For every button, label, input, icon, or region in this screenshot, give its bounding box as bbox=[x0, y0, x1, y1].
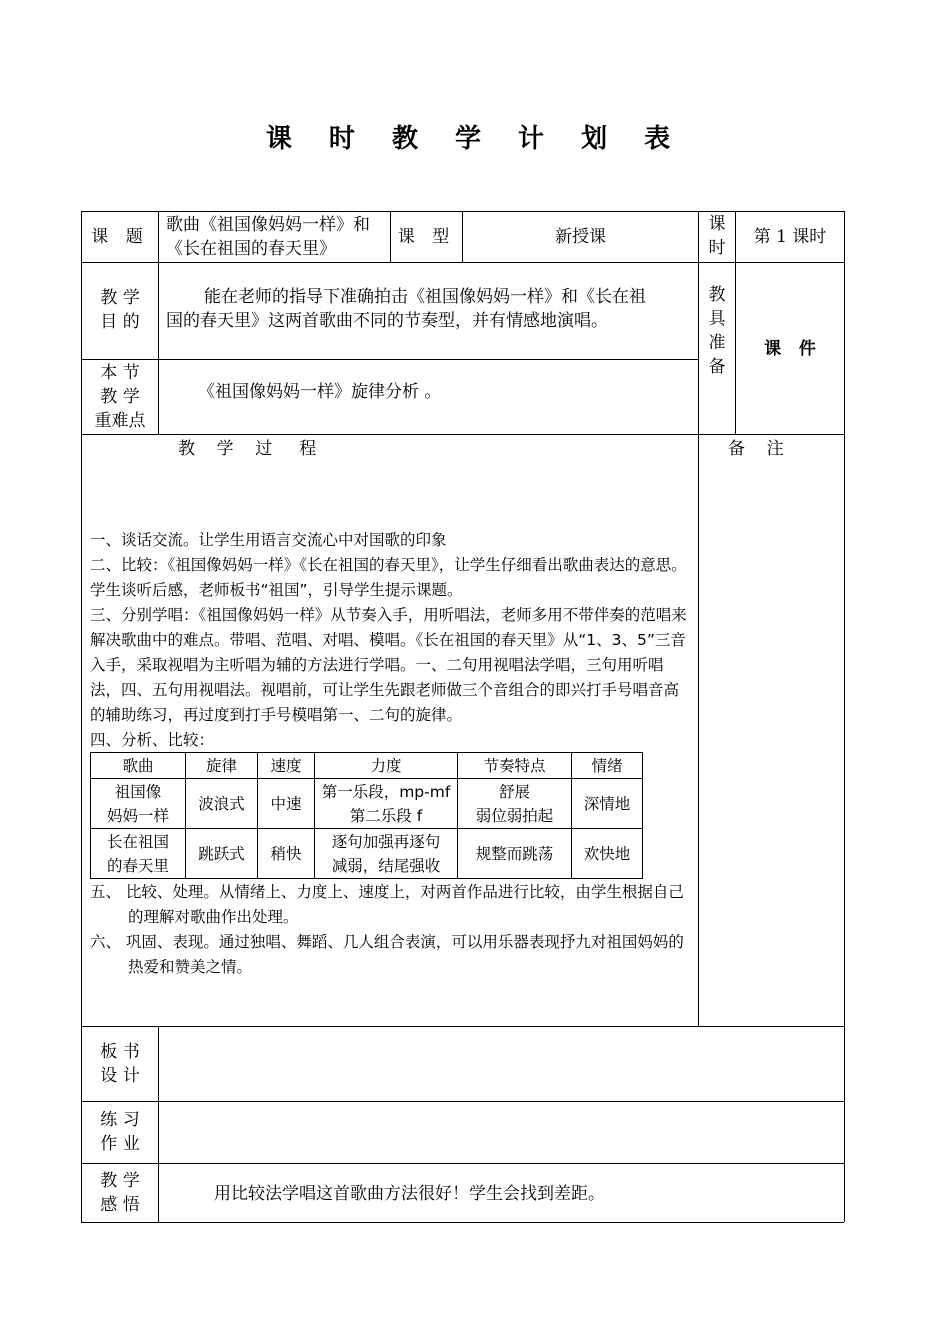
col-header-speed: 速度 bbox=[258, 753, 315, 779]
melody-cell: 跳跃式 bbox=[186, 829, 258, 879]
board-label: 板 书 设 计 bbox=[100, 1042, 140, 1086]
goal-label: 教 学 目 的 bbox=[100, 288, 140, 332]
process-step-1: 一、谈话交流。让学生用语言交流心中对国歌的印象 bbox=[90, 531, 447, 549]
type-value: 新授课 bbox=[555, 227, 606, 247]
comparison-table bbox=[90, 752, 643, 879]
type-label: 课 型 bbox=[397, 227, 456, 247]
key-points-text: 《祖国像妈妈一样》旋律分析 。 bbox=[198, 382, 442, 402]
col-header-rhythm: 节奏特点 bbox=[458, 753, 572, 779]
table-border-bottom bbox=[81, 1222, 844, 1223]
page-title: 课 时 教 学 计 划 表 bbox=[265, 124, 685, 154]
mood-cell: 深情地 bbox=[572, 779, 643, 829]
key-points-label: 本 节 教 学 重难点 bbox=[94, 363, 146, 431]
row-divider bbox=[81, 359, 698, 360]
rhythm-cell: 舒展 弱位弱拍起 bbox=[458, 779, 572, 829]
tools-label: 教 具 准 备 bbox=[708, 285, 726, 377]
col-header-melody: 旋律 bbox=[186, 753, 258, 779]
rhythm-cell: 规整而跳荡 bbox=[458, 829, 572, 879]
dynamics-cell: 第一乐段，mp-mf 第二乐段 f bbox=[315, 779, 458, 829]
speed-cell: 中速 bbox=[258, 779, 315, 829]
subject-value: 歌曲《祖国像妈妈一样》和 《长在祖国的春天里》 bbox=[166, 215, 370, 259]
mood-cell: 欢快地 bbox=[572, 829, 643, 879]
dynamics-cell: 逐句加强再逐句 减弱，结尾强收 bbox=[315, 829, 458, 879]
hours-label: 课 时 bbox=[708, 214, 726, 258]
process-body-continued bbox=[90, 880, 692, 980]
row-divider bbox=[81, 262, 844, 263]
song-cell: 长在祖国 的春天里 bbox=[91, 829, 186, 879]
reflection-text: 用比较法学唱这首歌曲方法很好！学生会找到差距。 bbox=[214, 1184, 605, 1204]
subject-label: 课 题 bbox=[91, 227, 149, 247]
process-step-3: 三、分别学唱：《祖国像妈妈一样》从节奏入手，用听唱法，老师多用不带伴奏的范唱来解决歌曲中的难点。带唱、范唱、对唱、模唱。《长在祖国的春天里》从“1、3、5”三音入手，采取视唱为主听唱为辅的方法进行学唱。一、二句用视唱法学唱，三句用听唱法，四、五句用视唱法。视唱前，可让学生先跟老师做三个音组合的即兴打手号唱音高的辅助练习，再过度到打手号模唱第一、二句的旋律。 bbox=[90, 606, 687, 724]
col-header-dynamics: 力度 bbox=[315, 753, 458, 779]
process-step-4: 四、分析、比较： bbox=[90, 731, 215, 749]
melody-cell: 波浪式 bbox=[186, 779, 258, 829]
row-divider bbox=[81, 1101, 844, 1102]
col-header-song: 歌曲 bbox=[91, 753, 186, 779]
process-step-6: 六、 巩固、表现。通过独唱、舞蹈、几人组合表演，可以用乐器表现抒九对祖国妈妈的热爱和赞美之情。 bbox=[90, 933, 684, 976]
notes-heading: 备 注 bbox=[728, 439, 784, 459]
process-step-2: 二、比较：《祖国像妈妈一样》《长在祖国的春天里》，让学生仔细看出歌曲表达的意思。学生谈听后感，老师板书“祖国”，引导学生提示课题。 bbox=[90, 556, 687, 599]
table-row bbox=[91, 779, 643, 829]
row-divider bbox=[81, 1163, 844, 1164]
row-divider bbox=[81, 434, 844, 435]
process-step-5: 五、 比较、处理。从情绪上、力度上、速度上，对两首作品进行比较，由学生根据自己的理解对歌曲作出处理。 bbox=[90, 883, 684, 926]
col-divider bbox=[158, 211, 159, 435]
process-body bbox=[90, 528, 692, 753]
homework-label: 练 习 作 业 bbox=[100, 1110, 140, 1154]
col-divider bbox=[158, 1026, 159, 1222]
table-border-right bbox=[844, 211, 845, 1222]
tools-value: 课 件 bbox=[764, 338, 816, 359]
row-divider bbox=[81, 1026, 844, 1027]
hours-value: 第 1 课时 bbox=[753, 227, 827, 247]
comparison-header-row bbox=[91, 753, 643, 779]
song-cell: 祖国像 妈妈一样 bbox=[91, 779, 186, 829]
goal-text: 能在老师的指导下准确拍击《祖国像妈妈一样》和《长在祖 国的春天里》这两首歌曲不同的节奏型，并有情感地演唱。 bbox=[166, 287, 646, 331]
speed-cell: 稍快 bbox=[258, 829, 315, 879]
col-header-mood: 情绪 bbox=[572, 753, 643, 779]
table-row bbox=[91, 829, 643, 879]
reflection-label: 教 学 感 悟 bbox=[100, 1171, 140, 1215]
process-heading: 教 学 过 程 bbox=[178, 439, 317, 459]
